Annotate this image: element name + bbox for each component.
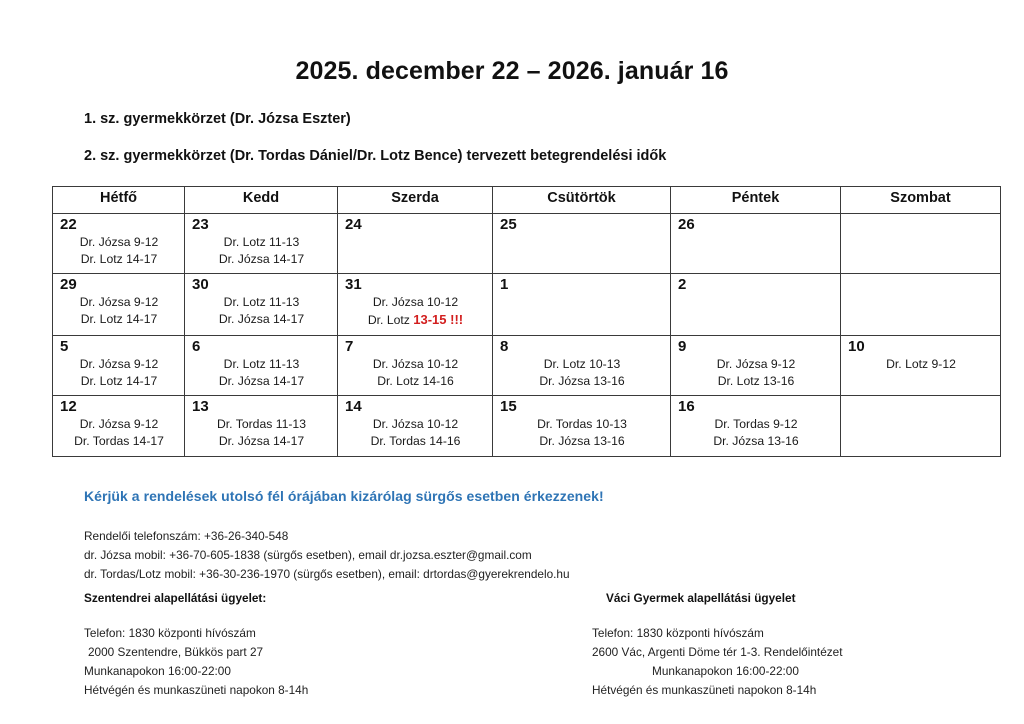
calendar-day-cell[interactable] — [493, 214, 671, 274]
day-number: 23 — [192, 216, 209, 233]
doctor-slot — [192, 433, 331, 450]
doctor-slot — [60, 234, 178, 251]
doctor-slot-text: Dr. Józsa 14-17 — [218, 252, 305, 267]
vac-line-weekend: Hétvégén és munkaszüneti napokon 8-14h — [592, 683, 817, 698]
doctor-slot-highlight: 13-15 !!! — [413, 312, 464, 328]
doctor-slot — [345, 311, 486, 329]
doctor-slot — [60, 356, 178, 373]
calendar-day-cell[interactable] — [338, 396, 493, 456]
day-number: 8 — [500, 337, 509, 355]
calendar-day-cell[interactable] — [338, 214, 493, 274]
doctor-slot — [192, 234, 331, 251]
vac-line-weekday: Munkanapokon 16:00-22:00 — [652, 663, 799, 678]
doctor-slot-text: Dr. Józsa 14-17 — [218, 312, 305, 327]
day-number: 25 — [500, 216, 517, 233]
doctor-slot-text: Dr. Józsa 9-12 — [79, 295, 159, 310]
doctor-slot-text: Dr. Tordas 9-12 — [714, 417, 798, 432]
day-number: 13 — [192, 398, 209, 416]
doctor-slot — [345, 433, 486, 450]
day-number: 29 — [60, 276, 77, 294]
day-slot-list — [345, 416, 486, 451]
calendar-day-cell[interactable] — [671, 396, 841, 456]
calendar-day-cell[interactable] — [185, 396, 338, 456]
doctor-slot — [500, 433, 664, 450]
doctor-slot-text: Dr. Józsa 13-16 — [713, 434, 799, 449]
doctor-slot-text: Dr. Tordas 14-17 — [74, 434, 164, 449]
contact-info-block — [84, 527, 570, 584]
doctor-slot-text: Dr. Józsa 9-12 — [79, 356, 159, 371]
column-header-tuesday: Kedd — [185, 187, 338, 214]
calendar-day-cell[interactable] — [53, 214, 185, 274]
day-number: 5 — [60, 337, 69, 355]
doctor-slot — [678, 373, 834, 390]
doctor-slot — [60, 373, 178, 390]
day-number: 31 — [345, 276, 362, 294]
szentendre-duty-title: Szentendrei alapellátási ügyelet: — [84, 591, 267, 605]
szentendre-line-address: 2000 Szentendre, Bükkös part 27 — [88, 644, 264, 659]
day-slot-list — [345, 356, 486, 391]
day-number: 16 — [678, 398, 695, 416]
doctor-slot — [678, 356, 834, 373]
doctor-slot — [345, 373, 486, 390]
doctor-slot — [345, 416, 486, 433]
doctor-slot-text: Dr. Józsa 10-12 — [372, 356, 459, 371]
calendar-body — [53, 214, 1001, 457]
calendar-day-cell[interactable] — [671, 274, 841, 336]
day-number: 7 — [345, 337, 354, 355]
column-header-saturday: Szombat — [841, 187, 1001, 214]
calendar-day-cell[interactable] — [338, 335, 493, 395]
doctor-slot — [345, 294, 486, 311]
szentendre-line-weekend: Hétvégén és munkaszüneti napokon 8-14h — [84, 683, 309, 698]
page-title: 2025. december 22 – 2026. január 16 — [295, 57, 729, 85]
doctor-slot-text: Dr. Józsa 9-12 — [79, 234, 159, 249]
doctor-slot-text: Dr. Lotz 11-13 — [223, 234, 300, 249]
calendar-day-cell[interactable] — [185, 274, 338, 336]
doctor-slot-text: Dr. Lotz 9-12 — [886, 356, 956, 371]
doctor-slot-text: Dr. Lotz 11-13 — [223, 356, 300, 371]
calendar-container — [52, 186, 1000, 457]
calendar-week-row — [53, 274, 1001, 336]
doctor-slot — [848, 356, 994, 373]
doctor-slot — [500, 416, 664, 433]
day-number: 12 — [60, 398, 77, 416]
column-header-friday: Péntek — [671, 187, 841, 214]
doctor-slot — [192, 356, 331, 373]
day-slot-list — [192, 416, 331, 451]
day-number: 2 — [678, 276, 687, 294]
calendar-day-cell[interactable] — [841, 274, 1001, 336]
calendar-day-cell[interactable] — [53, 396, 185, 456]
doctor-slot-text: Dr. Józsa 10-12 — [372, 417, 459, 432]
calendar-day-cell[interactable] — [53, 335, 185, 395]
day-slot-list — [678, 356, 834, 391]
day-slot-list — [192, 356, 331, 391]
doctor-slot-text: Dr. Józsa 9-12 — [79, 417, 159, 432]
doctor-slot-text: Dr. Józsa 13-16 — [539, 434, 625, 449]
subtitle-line-1: 1. sz. gyermekkörzet (Dr. Józsa Eszter) — [84, 111, 351, 127]
doctor-slot — [192, 416, 331, 433]
day-slot-list — [60, 294, 178, 329]
calendar-day-cell[interactable] — [53, 274, 185, 336]
szentendre-line-phone: Telefon: 1830 központi hívószám — [84, 625, 256, 640]
doctor-slot — [678, 433, 834, 450]
vac-line-phone: Telefon: 1830 központi hívószám — [592, 625, 764, 640]
doctor-slot-text: Dr. Józsa 14-17 — [218, 434, 305, 449]
day-number: 1 — [500, 276, 509, 294]
doctor-slot-text: Dr. Józsa 14-17 — [218, 374, 305, 389]
calendar-day-cell[interactable] — [493, 335, 671, 395]
day-number: 22 — [60, 216, 77, 233]
calendar-day-cell[interactable] — [493, 396, 671, 456]
doctor-slot — [192, 311, 331, 328]
footer-column-szentendre — [84, 590, 522, 700]
day-slot-list — [60, 416, 178, 451]
doctor-slot-text: Dr. Tordas 10-13 — [537, 417, 627, 432]
calendar-week-row — [53, 396, 1001, 456]
doctor-slot — [500, 356, 664, 373]
doctor-slot — [60, 294, 178, 311]
doctor-slot-text: Dr. Tordas 11-13 — [217, 417, 306, 432]
vac-duty-title: Váci Gyermek alapellátási ügyelet — [606, 591, 796, 605]
day-number: 30 — [192, 276, 209, 294]
doctor-slot-text: Dr. Lotz 14-17 — [80, 252, 158, 267]
szentendre-line-weekday: Munkanapokon 16:00-22:00 — [84, 663, 231, 678]
doctor-slot-text: Dr. Lotz 13-16 — [717, 374, 795, 389]
footer-column-vac — [522, 590, 960, 700]
column-header-thursday: Csütörtök — [493, 187, 671, 214]
doctor-slot — [192, 251, 331, 268]
day-slot-list — [192, 234, 331, 269]
day-number: 10 — [848, 337, 865, 355]
day-number: 24 — [345, 216, 362, 233]
day-number: 14 — [345, 398, 362, 416]
doctor-slot — [192, 373, 331, 390]
calendar-week-row — [53, 335, 1001, 395]
column-header-wednesday: Szerda — [338, 187, 493, 214]
subtitle-line-2: 2. sz. gyermekkörzet (Dr. Tordas Dániel/Dr. Lotz Bence) tervezett betegrendelési idők — [84, 147, 667, 164]
doctor-slot-text: Dr. Tordas 14-16 — [370, 434, 461, 449]
doctor-slot — [60, 311, 178, 328]
doctor-slot — [678, 416, 834, 433]
doctor-slot-text: Dr. Lotz — [367, 313, 414, 328]
day-slot-list — [192, 294, 331, 329]
subtitle-block — [0, 110, 1024, 166]
calendar-day-cell[interactable] — [671, 335, 841, 395]
calendar-day-cell[interactable] — [671, 214, 841, 274]
szentendre-duty-lines — [84, 624, 522, 700]
doctor-slot-text: Dr. Lotz 10-13 — [543, 356, 621, 371]
doctor-slot — [500, 373, 664, 390]
doctor-slot-text: Dr. Józsa 9-12 — [716, 356, 796, 371]
urgent-notice-text: Kérjük a rendelések utolsó fél órájában kizárólag sürgős esetben érkezzenek! — [84, 488, 604, 504]
calendar-day-cell[interactable] — [841, 214, 1001, 274]
column-header-monday: Hétfő — [53, 187, 185, 214]
doctor-slot-text: Dr. Lotz 14-17 — [80, 312, 158, 327]
calendar-week-row — [53, 214, 1001, 274]
calendar-day-cell[interactable] — [338, 274, 493, 336]
vac-line-address: 2600 Vác, Argenti Döme tér 1-3. Rendelőintézet — [592, 644, 843, 659]
footer-columns — [84, 590, 960, 700]
calendar-day-cell[interactable] — [493, 274, 671, 336]
day-slot-list — [60, 356, 178, 391]
day-number: 9 — [678, 337, 687, 355]
contact-line-phone: Rendelői telefonszám: +36-26-340-548 — [84, 529, 289, 543]
doctor-slot — [60, 433, 178, 450]
day-slot-list — [345, 294, 486, 330]
contact-line-tordas-lotz: dr. Tordas/Lotz mobil: +36-30-236-1970 (sürgős esetben), email: drtordas@gyerekrendelo.hu — [84, 567, 570, 582]
calendar-day-cell[interactable] — [185, 335, 338, 395]
day-slot-list — [848, 356, 994, 373]
contact-line-jozsa: dr. Józsa mobil: +36-70-605-1838 (sürgős esetben), email dr.jozsa.eszter@gmail.com — [84, 548, 532, 563]
day-slot-list — [60, 234, 178, 269]
calendar-header-row — [53, 187, 1001, 214]
day-slot-list — [678, 416, 834, 451]
doctor-slot — [345, 356, 486, 373]
doctor-slot — [60, 416, 178, 433]
day-number: 15 — [500, 398, 517, 416]
doctor-slot-text: Dr. Józsa 13-16 — [539, 374, 625, 389]
day-slot-list — [500, 356, 664, 391]
calendar-day-cell[interactable] — [841, 396, 1001, 456]
doctor-slot-text: Dr. Józsa 10-12 — [372, 295, 459, 310]
vac-duty-lines — [592, 624, 960, 700]
doctor-slot-text: Dr. Lotz 14-16 — [377, 374, 454, 389]
calendar-day-cell[interactable] — [185, 214, 338, 274]
doctor-slot — [60, 251, 178, 268]
day-slot-list — [500, 416, 664, 451]
schedule-calendar-table — [52, 186, 1001, 457]
calendar-day-cell[interactable] — [841, 335, 1001, 395]
day-number: 26 — [678, 216, 695, 233]
doctor-slot-text: Dr. Lotz 11-13 — [223, 295, 300, 310]
day-number: 6 — [192, 337, 201, 355]
doctor-slot — [192, 294, 331, 311]
doctor-slot-text: Dr. Lotz 14-17 — [80, 374, 158, 389]
